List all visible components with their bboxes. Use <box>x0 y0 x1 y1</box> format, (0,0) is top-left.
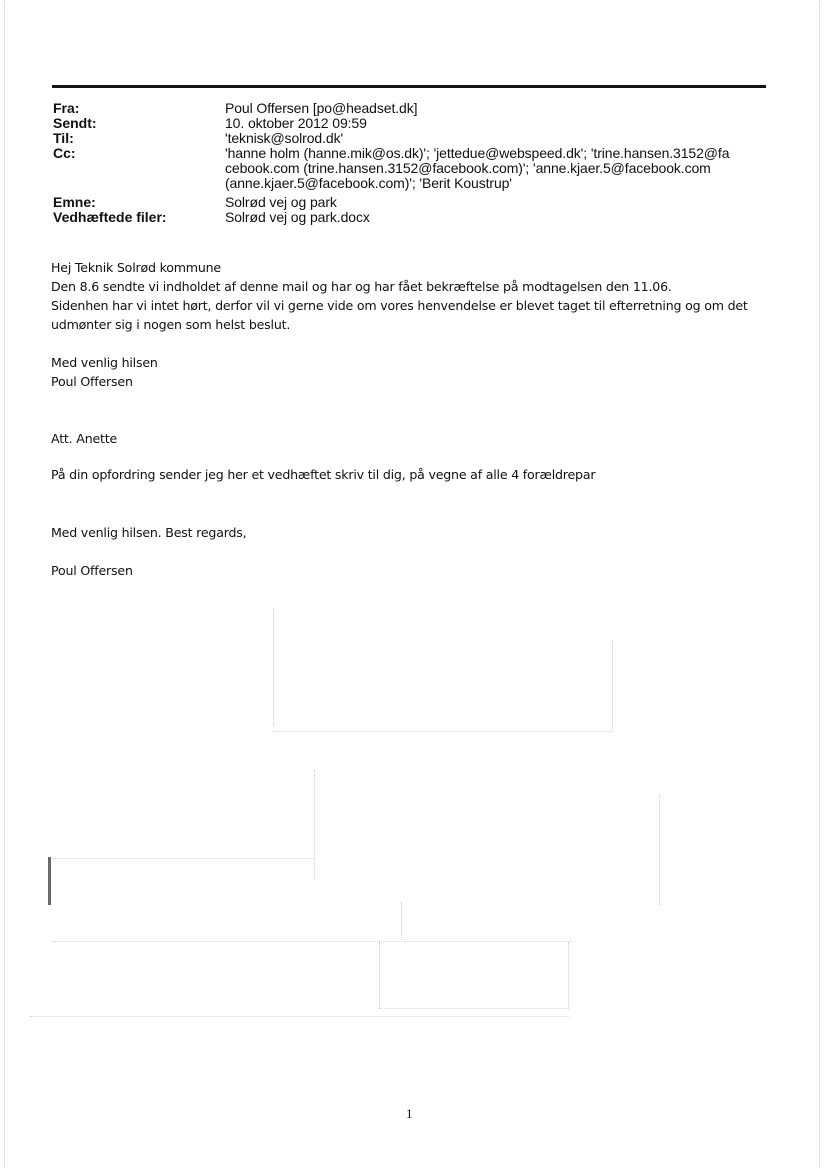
scan-artifact <box>379 942 380 1008</box>
email-header <box>53 101 753 225</box>
field-label: Til: <box>53 130 74 146</box>
scan-artifact <box>48 857 51 905</box>
field-sent <box>53 116 753 131</box>
field-label: Cc: <box>53 145 76 161</box>
recipient-value: 'teknisk@solrod.dk' <box>225 130 344 146</box>
field-cc <box>53 146 753 191</box>
page-number: 1 <box>406 1106 413 1121</box>
sender-value: Poul Offersen [po@headset.dk] <box>225 100 418 116</box>
field-attachments <box>53 210 753 225</box>
closing: Med venlig hilsen. Best regards, <box>51 525 247 540</box>
signature: Poul Offersen <box>51 374 133 389</box>
greeting: Hej Teknik Solrød kommune <box>51 260 221 275</box>
body-line: Sidenhen har vi intet hørt, derfor vil vi gerne vide om vores henvendelse er blevet taget til efterretning og om det <box>51 298 748 313</box>
scan-artifact <box>612 640 613 732</box>
field-label: Fra: <box>53 100 80 116</box>
field-label: Sendt: <box>53 115 97 131</box>
field-subject <box>53 195 753 210</box>
field-from <box>53 101 753 116</box>
field-label: Vedhæftede filer: <box>53 209 167 225</box>
message-line: På din opfordring sender jeg her et vedhæftet skriv til dig, på vegne af alle 4 forældrepar <box>51 467 596 482</box>
field-label: Emne: <box>53 194 96 210</box>
scan-artifact <box>30 1016 570 1017</box>
body-line: Den 8.6 sendte vi indholdet af denne mail og har og har fået bekræftelse på modtagelsen den 11.06. <box>51 279 672 294</box>
scan-artifact <box>314 770 315 880</box>
scan-artifact <box>568 942 569 1008</box>
cc-value: 'hanne holm (hanne.mik@os.dk)'; 'jettedue@webspeed.dk'; 'trine.hansen.3152@fa cebook.com (trine.hansen.3152@facebook.com)'; 'anne.kjaer.5@facebook.com (anne.kjaer.5@facebook.com)'; 'Berit Koustrup' <box>225 145 730 191</box>
attachment-value: Solrød vej og park.docx <box>225 209 370 225</box>
scan-edge-right <box>819 0 821 1168</box>
body-line: udmønter sig i nogen som helst beslut. <box>51 317 291 332</box>
signature: Poul Offersen <box>51 563 133 578</box>
sent-date-value: 10. oktober 2012 09:59 <box>225 115 367 131</box>
scan-artifact <box>273 731 613 732</box>
attention-line: Att. Anette <box>51 431 118 446</box>
scan-artifact <box>273 608 274 726</box>
field-to <box>53 131 753 146</box>
closing: Med venlig hilsen <box>51 355 158 370</box>
scan-artifact <box>52 941 572 942</box>
header-rule <box>52 85 766 88</box>
email-body <box>51 258 771 580</box>
scan-edge-left <box>4 0 6 1168</box>
scan-artifact <box>659 795 660 905</box>
scan-artifact <box>401 902 402 942</box>
scan-artifact <box>379 1008 569 1009</box>
subject-value: Solrød vej og park <box>225 194 337 210</box>
scan-artifact <box>52 858 314 859</box>
